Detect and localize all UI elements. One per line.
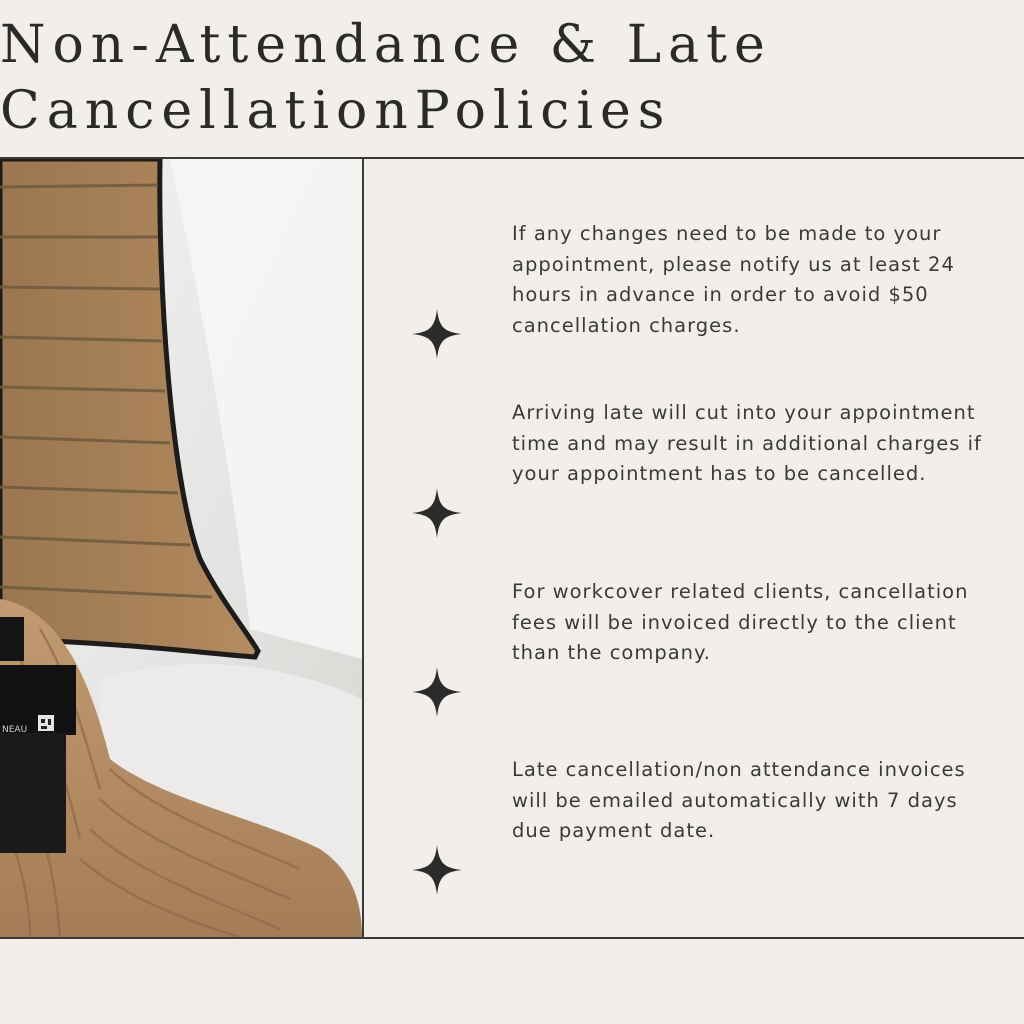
- policies-list: [364, 159, 1024, 937]
- policy-text: If any changes need to be made to your appointment, please notify us at least 24 hours in advance in order to avoid $50 cancellation charges.: [512, 222, 955, 337]
- sparkle-icon: [412, 488, 462, 538]
- policy-item-workcover: [364, 577, 1024, 707]
- sparkle-icon: [412, 667, 462, 717]
- photo-illustration: [0, 159, 362, 937]
- lifestyle-photo: [0, 159, 364, 937]
- title-line-2: CancellationPolicies: [0, 81, 672, 141]
- policy-frame: [0, 157, 1024, 939]
- policy-item-invoicing: [364, 755, 1024, 885]
- policy-text: For workcover related clients, cancellation fees will be invoiced directly to the client than the company.: [512, 580, 969, 664]
- book-spine-text: NEAU: [2, 725, 28, 735]
- policy-text: Late cancellation/non attendance invoices will be emailed automatically with 7 days due payment date.: [512, 758, 966, 842]
- policy-item-late-arrival: [364, 398, 1024, 528]
- sparkle-icon: [412, 845, 462, 895]
- page-title: [0, 12, 772, 144]
- title-line-1: Non-Attendance & Late: [0, 15, 772, 75]
- policy-item-advance-notice: [364, 219, 1024, 349]
- sparkle-icon: [412, 309, 462, 359]
- policy-text: Arriving late will cut into your appointment time and may result in additional charges if your appointment has to be cancelled.: [512, 401, 982, 485]
